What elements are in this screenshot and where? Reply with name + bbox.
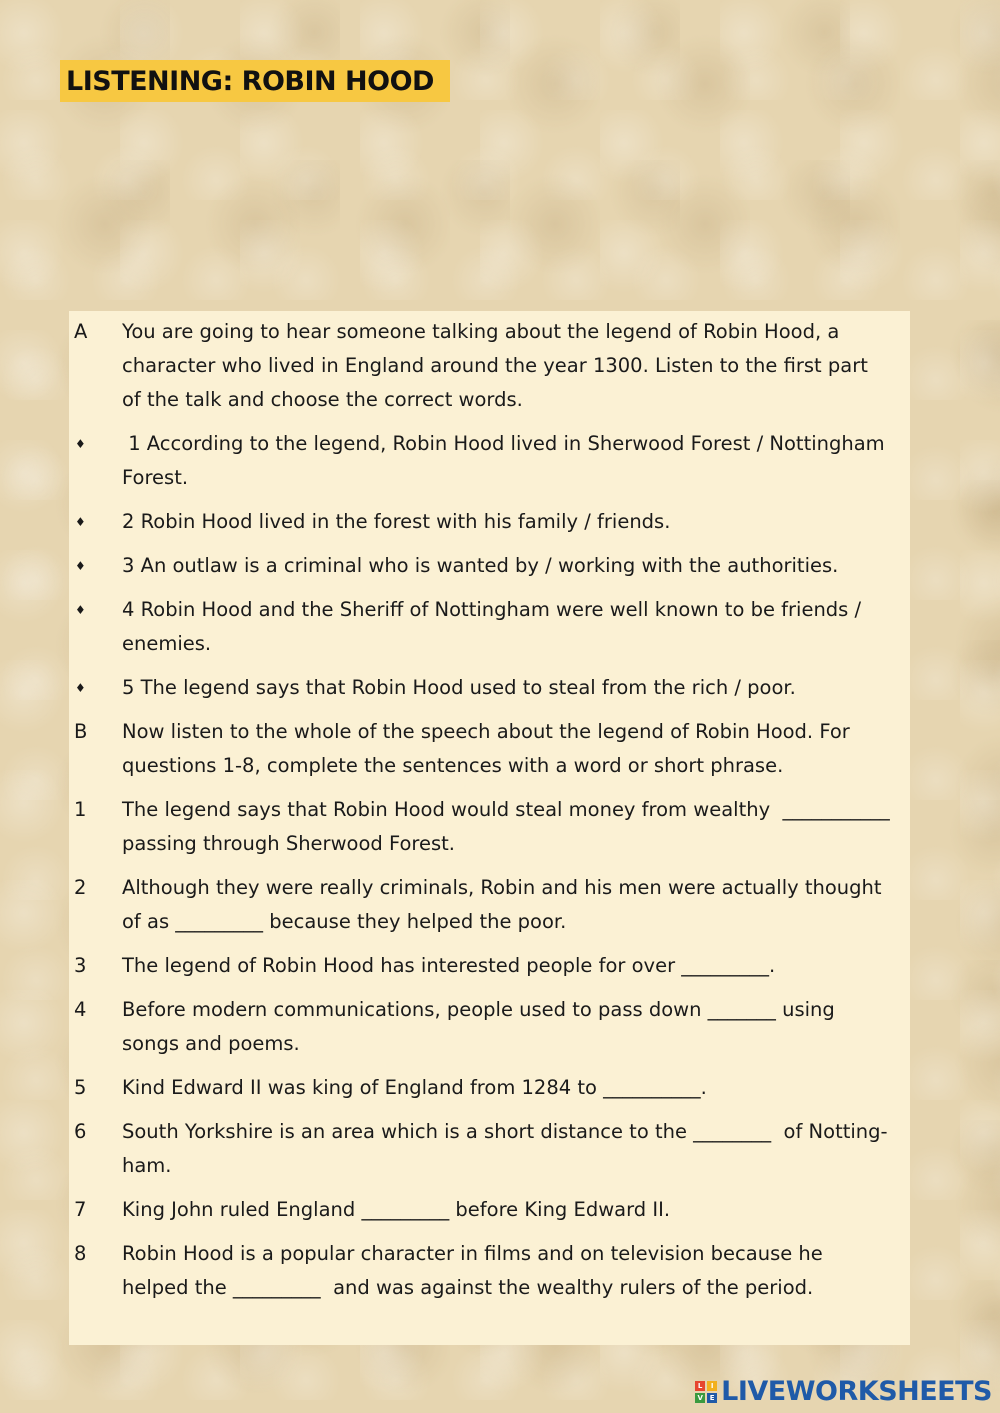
item-text: Now listen to the whole of the speech about the legend of Robin Hood. For questions 1-8, complete the sentences with a word or short phrase. xyxy=(122,720,856,777)
liveworksheets-logo xyxy=(695,1376,992,1407)
list-item xyxy=(69,793,896,861)
list-item xyxy=(69,1071,892,1105)
item-marker: 8 xyxy=(74,1242,87,1265)
list-item xyxy=(69,993,892,1061)
list-item xyxy=(69,871,892,939)
item-text: Robin Hood is a popular character in films and on television because he helped the _________ and was against the wealthy rulers of the period. xyxy=(122,1242,829,1299)
item-text: You are going to hear someone talking about the legend of Robin Hood, a character who lived in England around the year 1300. Listen to the first part of the talk and choose the correct words. xyxy=(122,320,875,411)
list-item xyxy=(69,593,892,661)
item-marker: 2 xyxy=(74,876,87,899)
item-marker: 7 xyxy=(74,1198,87,1221)
item-text: Kind Edward II was king of England from 1284 to __________. xyxy=(122,1076,707,1099)
item-marker: A xyxy=(74,320,88,343)
item-text: Before modern communications, people used to pass down _______ using songs and poems. xyxy=(122,998,841,1055)
bullet-icon: ♦ xyxy=(75,515,86,529)
item-text: 5 The legend says that Robin Hood used to steal from the rich / poor. xyxy=(122,676,796,699)
logo-icon xyxy=(695,1381,717,1403)
item-text: 3 An outlaw is a criminal who is wanted by / working with the authorities. xyxy=(122,554,839,577)
logo-text: LIVEWORKSHEETS xyxy=(721,1376,992,1407)
list-item xyxy=(69,549,892,583)
bullet-icon: ♦ xyxy=(75,559,86,573)
logo-icon-i: I xyxy=(707,1381,717,1391)
list-item xyxy=(69,1193,892,1227)
logo-icon-v: V xyxy=(695,1393,705,1403)
list-item xyxy=(69,671,892,705)
list-item xyxy=(69,505,892,539)
item-marker: 1 xyxy=(74,798,87,821)
item-text: 2 Robin Hood lived in the forest with his family / friends. xyxy=(122,510,671,533)
item-text: Although they were really criminals, Robin and his men were actually thought of as _________ because they helped the poor. xyxy=(122,876,888,933)
worksheet-panel xyxy=(69,311,910,1345)
question-list xyxy=(69,315,896,1305)
item-text: 1 According to the legend, Robin Hood lived in Sherwood Forest / Nottingham Forest. xyxy=(122,432,891,489)
bullet-icon: ♦ xyxy=(75,681,86,695)
list-item xyxy=(69,427,892,495)
list-item xyxy=(69,315,892,417)
item-marker: 6 xyxy=(74,1120,87,1143)
item-text: 4 Robin Hood and the Sheriff of Nottingham were well known to be friends / enemies. xyxy=(122,598,868,655)
list-item xyxy=(69,1237,892,1305)
page-title: LISTENING: ROBIN HOOD xyxy=(66,65,434,97)
logo-icon-e: E xyxy=(707,1393,717,1403)
item-text: South Yorkshire is an area which is a short distance to the ________ of Notting-ham. xyxy=(122,1120,888,1177)
item-marker: 3 xyxy=(74,954,87,977)
item-marker: 4 xyxy=(74,998,87,1021)
list-item xyxy=(69,1115,892,1183)
logo-icon-l: L xyxy=(695,1381,705,1391)
item-marker: B xyxy=(74,720,88,743)
item-text: King John ruled England _________ before King Edward II. xyxy=(122,1198,671,1221)
bullet-icon: ♦ xyxy=(75,437,86,451)
list-item xyxy=(69,715,892,783)
item-text: The legend of Robin Hood has interested people for over _________. xyxy=(122,954,776,977)
bullet-icon: ♦ xyxy=(75,603,86,617)
item-marker: 5 xyxy=(74,1076,87,1099)
item-text: The legend says that Robin Hood would steal money from wealthy ___________ passing through Sherwood Forest. xyxy=(122,798,896,855)
list-item xyxy=(69,949,892,983)
title-banner xyxy=(60,60,450,102)
